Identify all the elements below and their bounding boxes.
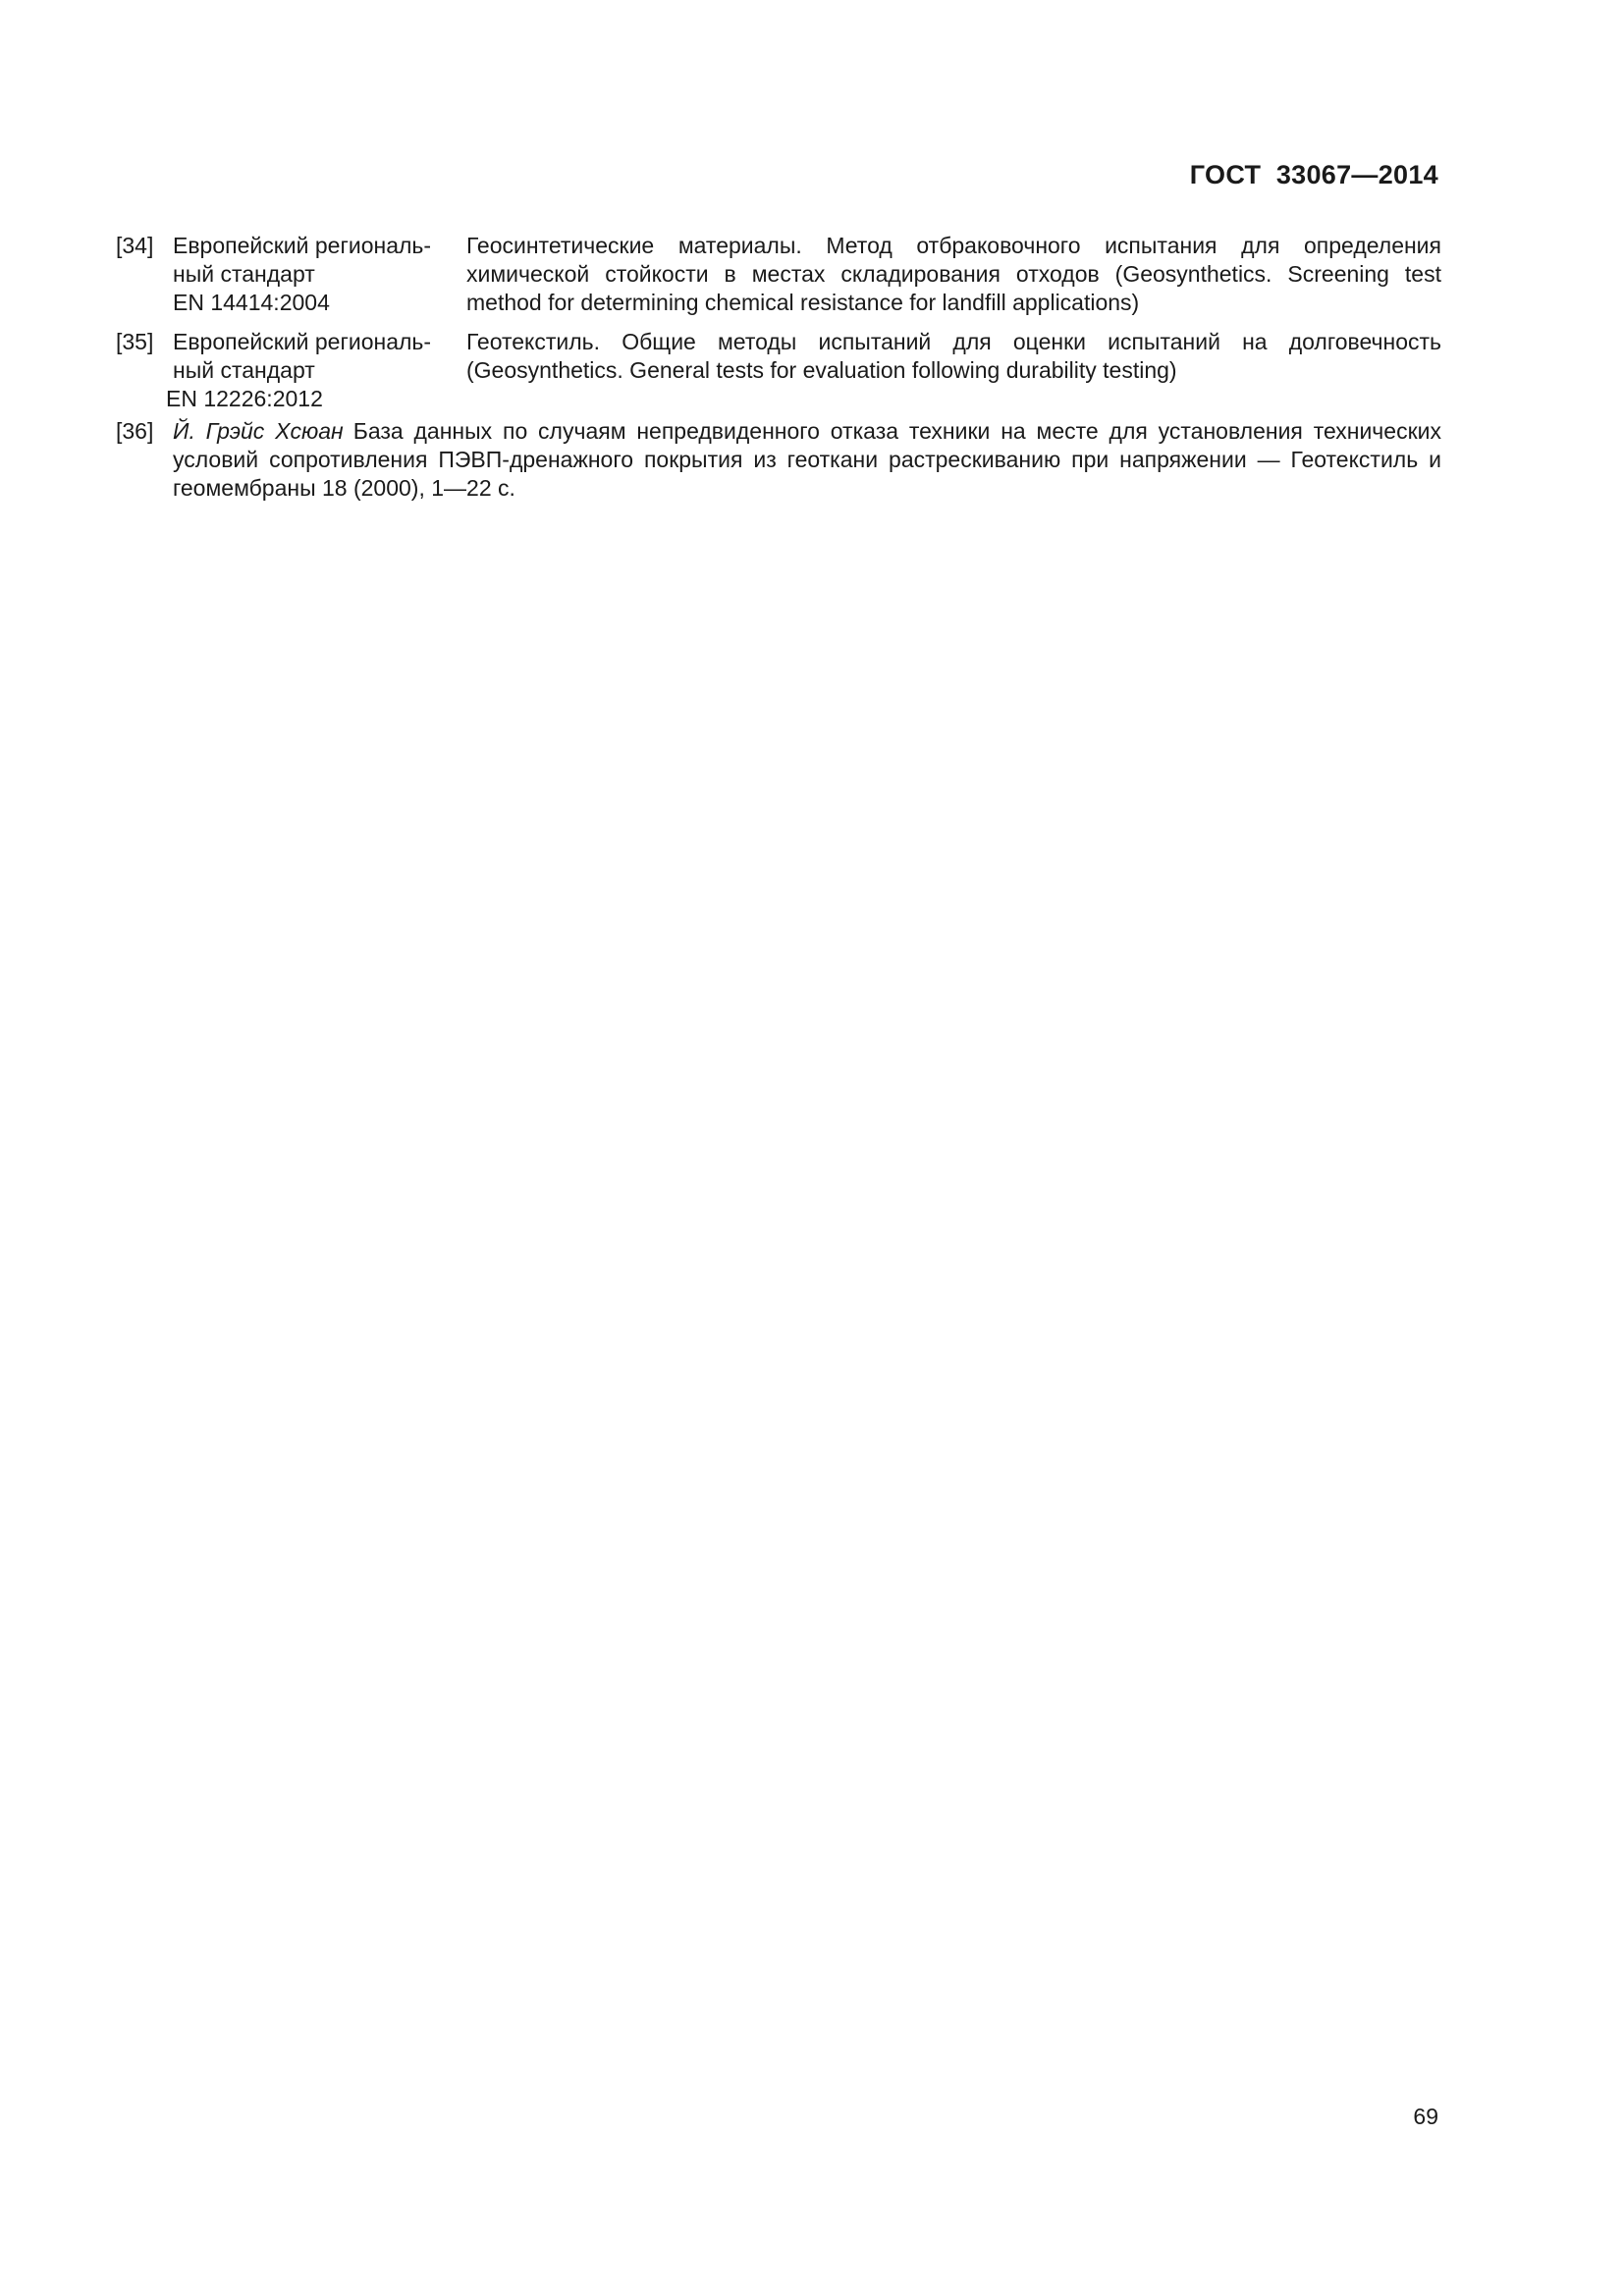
reference-description: Геотекстиль. Общие методы испытаний для оценки испытаний на долговечность (Geosynthetics. General tests for evaluation following durability testing) bbox=[466, 329, 1441, 383]
reference-source-line: EN 12226:2012 bbox=[166, 386, 323, 411]
page-number: 69 bbox=[1413, 2104, 1438, 2129]
standard-designation: ГОСТ 33067—2014 bbox=[1189, 160, 1438, 189]
reference-source-line: EN 14414:2004 bbox=[173, 290, 330, 315]
reference-item bbox=[116, 232, 1441, 317]
reference-source-line: ный стандарт bbox=[173, 261, 315, 287]
reference-source bbox=[173, 232, 458, 317]
reference-number: [36] bbox=[116, 418, 154, 444]
reference-number: [34] bbox=[116, 233, 154, 258]
reference-description: Геосинтетические материалы. Метод отбраковочного испытания для определения химической стойкости в местах складирования отходов (Geosynthetics. Screening test method for determining chemical resistance for landfill applications) bbox=[466, 233, 1441, 315]
reference-source-line: ный стандарт bbox=[173, 357, 315, 383]
reference-number: [35] bbox=[116, 329, 154, 354]
reference-author: Й. Грэйс Хсюан bbox=[173, 418, 344, 444]
reference-description: База данных по случаям непредвиденного отказа техники на месте для установления технических условий сопротивления ПЭВП-дренажного покрытия из геоткани растрескиванию при напряжении — Геотекстиль и геомембраны 18 (2000), 1—22 с. bbox=[173, 418, 1441, 501]
reference-source bbox=[166, 328, 458, 413]
reference-source-line: Европейский региональ- bbox=[173, 329, 432, 354]
reference-item bbox=[116, 328, 1441, 413]
reference-source-line: Европейский региональ- bbox=[173, 233, 432, 258]
reference-item bbox=[116, 417, 1441, 503]
bibliography-list bbox=[116, 232, 1441, 503]
